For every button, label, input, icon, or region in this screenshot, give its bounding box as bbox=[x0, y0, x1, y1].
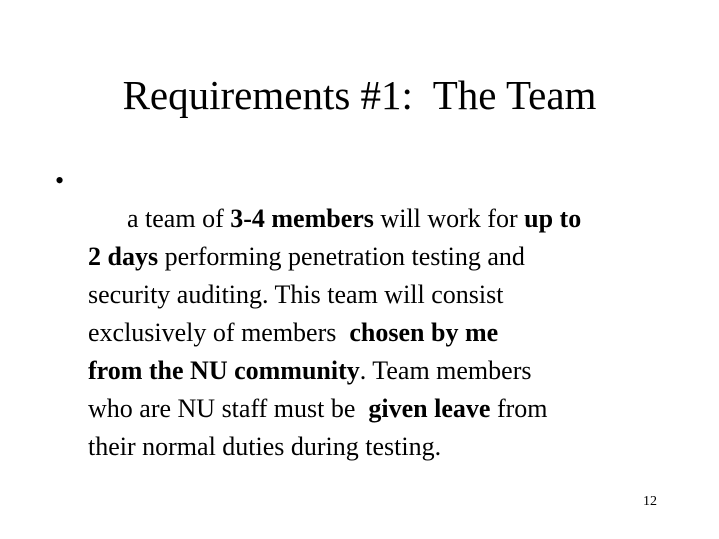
bullet-item bbox=[55, 162, 675, 504]
page-number: 12 bbox=[643, 494, 657, 509]
bullet-run: . Team members who are NU staff must be bbox=[88, 356, 532, 423]
bullet-text bbox=[88, 162, 675, 504]
bullet-run: from their normal duties during testing. bbox=[88, 394, 548, 461]
bullet-icon: • bbox=[55, 166, 65, 195]
bullet-run: will work for bbox=[373, 204, 525, 233]
bullet-run-bold: 3-4 members bbox=[230, 204, 374, 233]
bullet-run-bold: up to 2 days bbox=[88, 204, 582, 271]
bullet-run-bold: chosen by me from the NU community bbox=[88, 318, 499, 385]
slide-title: Requirements #1: The Team bbox=[122, 72, 597, 118]
bullet-run-bold: given leave bbox=[368, 394, 491, 423]
bullet-run: performing penetration testing and security auditing. This team will consist exclusively of members bbox=[88, 242, 525, 347]
bullet-run: a team of bbox=[127, 204, 231, 233]
